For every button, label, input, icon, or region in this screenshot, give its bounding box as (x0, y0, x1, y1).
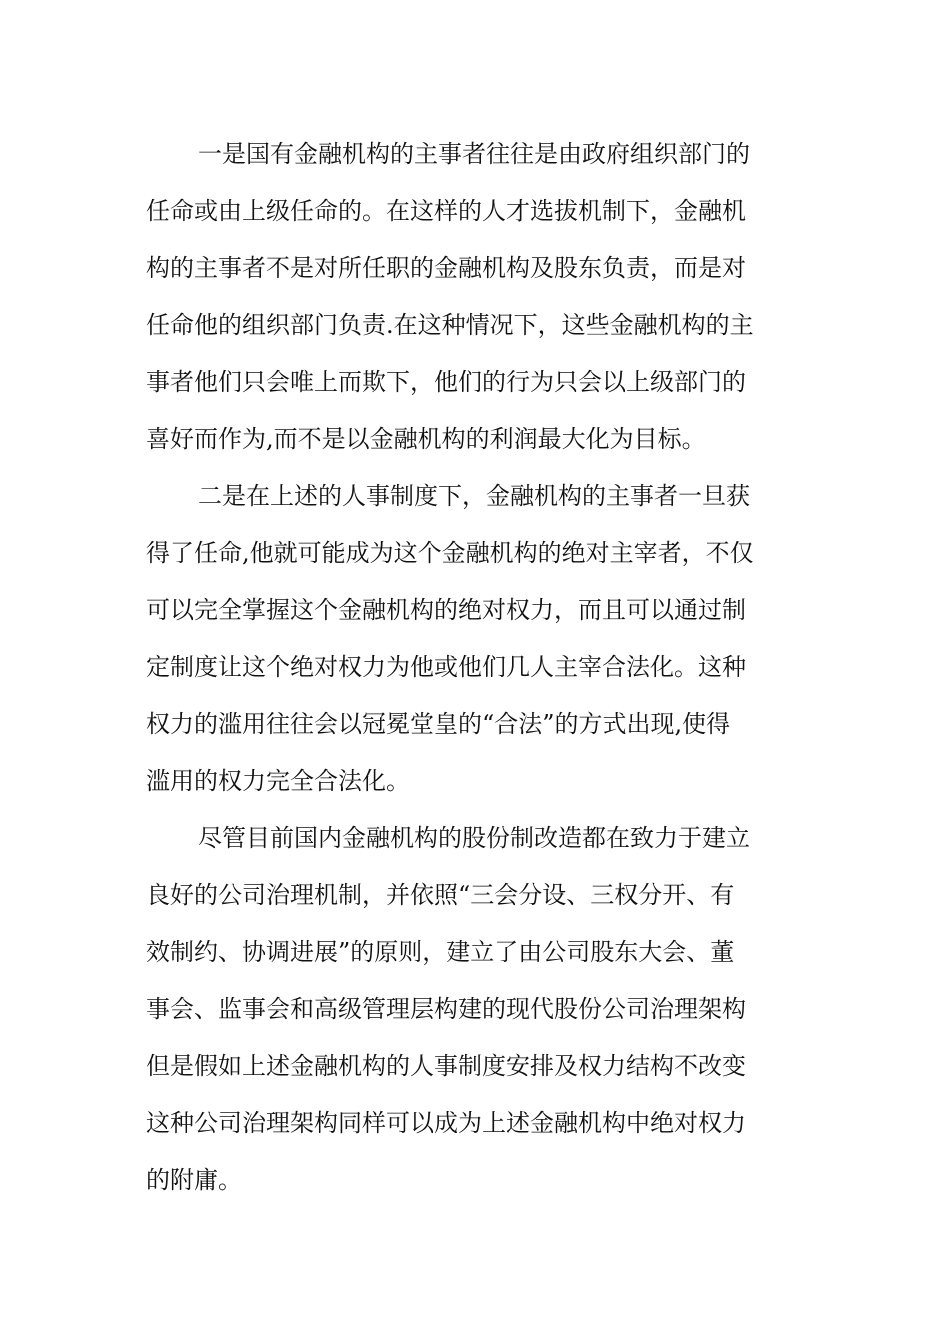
paragraph-3 (146, 810, 806, 1209)
paragraph-line: 喜好而作为,而不是以金融机构的利润最大化为目标。 (146, 425, 706, 453)
paragraph-line: 事会、监事会和高级管理层构建的现代股份公司治理架构 (146, 995, 746, 1023)
paragraph-line: 效制约、协调进展”的原则，建立了由公司股东大会、董 (146, 938, 735, 966)
paragraph-line: 构的主事者不是对所任职的金融机构及股东负责，而是对 (146, 254, 746, 282)
paragraph-line: 权力的滥用往往会以冠冕堂皇的“合法”的方式出现,使得 (146, 710, 731, 738)
paragraph-1 (146, 126, 806, 468)
paragraph-line: 滥用的权力完全合法化。 (146, 767, 410, 795)
paragraph-line: 良好的公司治理机制，并依照“三会分设、三权分开、有 (146, 881, 735, 909)
paragraph-line: 可以完全掌握这个金融机构的绝对权力，而且可以通过制 (146, 596, 746, 624)
paragraph-2 (146, 468, 806, 810)
paragraph-line: 这种公司治理架构同样可以成为上述金融机构中绝对权力 (146, 1109, 746, 1137)
paragraph-line: 一是国有金融机构的主事者往往是由政府组织部门的 (198, 140, 750, 168)
paragraph-line: 定制度让这个绝对权力为他或他们几人主宰合法化。这种 (146, 653, 746, 681)
paragraph-line: 尽管目前国内金融机构的股份制改造都在致力于建立 (198, 824, 750, 852)
paragraph-line: 任命或由上级任命的。在这样的人才选拔机制下，金融机 (146, 197, 746, 225)
paragraph-line: 得了任命,他就可能成为这个金融机构的绝对主宰者，不仅 (146, 539, 754, 567)
paragraph-line: 任命他的组织部门负责.在这种情况下，这些金融机构的主 (146, 311, 754, 339)
paragraph-line: 二是在上述的人事制度下，金融机构的主事者一旦获 (198, 482, 750, 510)
paragraph-line: 但是假如上述金融机构的人事制度安排及权力结构不改变 (146, 1052, 746, 1080)
document-body (146, 126, 806, 1209)
paragraph-line: 的附庸。 (146, 1166, 242, 1194)
paragraph-line: 事者他们只会唯上而欺下，他们的行为只会以上级部门的 (146, 368, 746, 396)
